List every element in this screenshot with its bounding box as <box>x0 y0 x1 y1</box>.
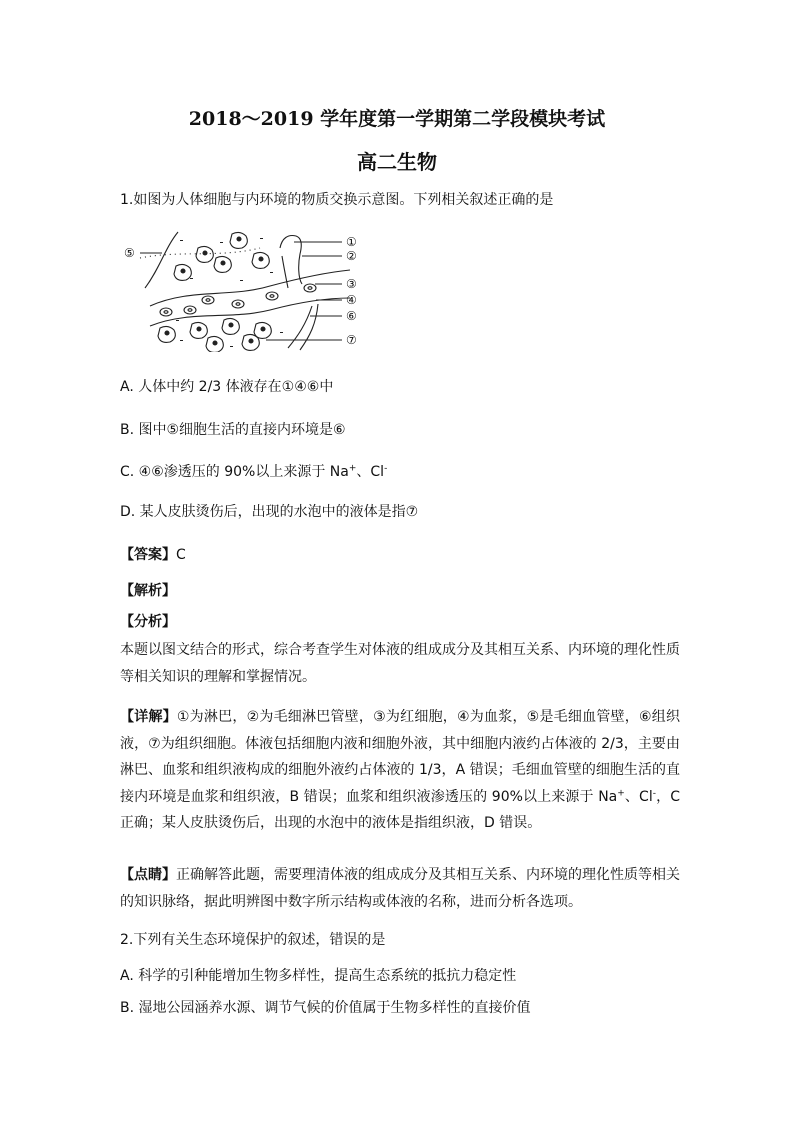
red-blood-cells <box>160 284 316 316</box>
q1-option-b: B. 图中⑤细胞生活的直接内环境是⑥ <box>120 422 346 438</box>
exam-subject: 高二生物 <box>357 150 437 174</box>
label-1: ① <box>346 235 357 249</box>
q2-option-b: B. 湿地公园涵养水源、调节气候的价值属于生物多样性的直接价值 <box>120 1000 531 1016</box>
q1-option-c: C. ④⑥渗透压的 90%以上来源于 Na+、Cl- <box>120 463 388 480</box>
q1-option-a: A. 人体中约 2/3 体液存在①④⑥中 <box>120 379 334 395</box>
q1-tip: 【点睛】正确解答此题，需要理清体液的组成成分及其相互关系、内环境的理化性质等相关的知识脉络，据此明辨图中数字所示结构或体液的名称，进而分析各选项。 <box>120 867 680 910</box>
exam-title: 2018～2019 学年度第一学期第二学段模块考试 <box>188 108 606 130</box>
q1-detail: 【详解】①为淋巴，②为毛细淋巴管壁，③为红细胞，④为血浆，⑤是毛细血管壁，⑥组织液，⑦为组织细胞。体液包括细胞内液和细胞外液，其中细胞内液约占体液的 2/3，主要由淋巴、血浆和组织液构成的细胞外液约占体液的 1/3，A 错误；毛细血管壁的细胞生活的直接内环境是血浆和组织液，B 错误；血浆和组织液渗透压的 90%以上来源于 Na+、Cl-，C 正确；某人皮肤烫伤后，出现的水泡中的液体是指组织液，D 错误。 <box>120 709 681 831</box>
label-2: ② <box>346 249 357 263</box>
label-6: ⑥ <box>346 309 357 323</box>
q1-figure <box>120 228 380 352</box>
q1-analysis-label: 【解析】 <box>120 583 176 599</box>
q1-fenxi-label: 【分析】 <box>120 614 176 630</box>
blood-vessel-lower-wall <box>150 298 350 326</box>
blood-vessel-upper-wall <box>150 270 350 306</box>
label-3: ③ <box>346 277 357 291</box>
lymph-vessel-wall <box>280 236 302 285</box>
q2-option-a: A. 科学的引种能增加生物多样性，提高生态系统的抵抗力稳定性 <box>120 968 517 984</box>
q2-stem: 2.下列有关生态环境保护的叙述，错误的是 <box>120 932 386 948</box>
label-5: ⑤ <box>124 246 135 260</box>
tissue-cells <box>158 232 271 352</box>
q1-stem: 1.如图为人体细胞与内环境的物质交换示意图。下列相关叙述正确的是 <box>120 192 554 208</box>
q1-fenxi-text: 本题以图文结合的形式，综合考查学生对体液的组成成分及其相互关系、内环境的理化性质等相关知识的理解和掌握情况。 <box>120 642 680 685</box>
q1-option-d: D. 某人皮肤烫伤后，出现的水泡中的液体是指⑦ <box>120 504 419 520</box>
label-7: ⑦ <box>346 333 357 347</box>
label-4: ④ <box>346 293 357 307</box>
q1-answer: 【答案】C <box>120 547 186 563</box>
capillary-wall-line <box>145 232 178 288</box>
